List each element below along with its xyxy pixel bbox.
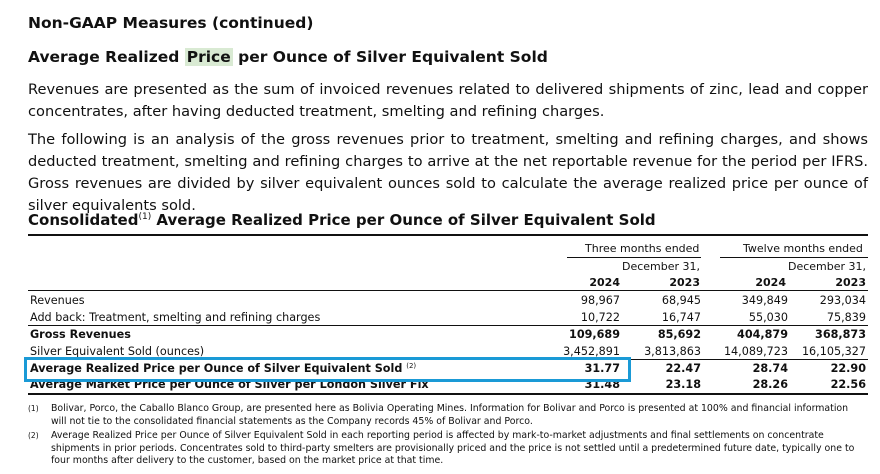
cell-value: 109,689 (569, 328, 620, 341)
cell-value: 368,873 (815, 328, 866, 341)
group-header-twelve-months-date: December 31, (787, 260, 866, 273)
cell-value: 22.56 (830, 378, 866, 391)
group-header-three-months-date: December 31, (621, 260, 700, 273)
cell-value: 98,967 (580, 294, 620, 307)
year-header: 2024 (755, 276, 786, 289)
cell-value: 55,030 (748, 311, 788, 324)
header-rule (28, 290, 868, 291)
cell-value: 31.48 (584, 378, 620, 391)
row-label: Gross Revenues (30, 328, 131, 341)
group-rule-2 (720, 257, 868, 258)
footnote (28, 403, 868, 429)
footnote-marker: (1) (28, 404, 39, 413)
paragraph-analysis: The following is an analysis of the gross revenues prior to treatment, smelting and refining charges, and shows deducted treatment, smelting and refining charges to arrive at the net reportable revenue for the period per IFRS. Gross revenues are divided by silver equivalent ounces sold to calculate the average realized price per ounce of silver equivalents sold. (28, 131, 868, 214)
cell-value: 68,945 (661, 294, 701, 307)
paragraph-revenues: Revenues are presented as the sum of invoiced revenues related to delivered shipments of zinc, lead and copper concentrates, after having deducted treatment, smelting and refining charges. (28, 81, 868, 120)
row-label: Add back: Treatment, smelting and refining charges (30, 311, 321, 324)
table-title-post: Average Realized Price per Ounce of Silver Equivalent Sold (151, 211, 656, 229)
row-label: Revenues (30, 294, 85, 307)
cell-value: 22.47 (665, 362, 701, 375)
row-label: Silver Equivalent Sold (ounces) (30, 345, 205, 358)
year-header: 2023 (835, 276, 866, 289)
cell-value: 23.18 (665, 378, 701, 391)
group-rule-1 (567, 257, 701, 258)
cell-value: 28.74 (752, 362, 788, 375)
cell-value: 3,452,891 (563, 345, 620, 358)
subheading-post: per Ounce of Silver Equivalent Sold (232, 48, 548, 66)
footnote-ref: (2) (406, 362, 417, 370)
cell-value: 10,722 (580, 311, 620, 324)
footnote (28, 430, 868, 470)
cell-value: 3,813,863 (644, 345, 701, 358)
year-header: 2023 (669, 276, 700, 289)
cell-value: 22.90 (830, 362, 866, 375)
cell-value: 85,692 (657, 328, 701, 341)
table-row (28, 326, 868, 343)
group-header-three-months: Three months ended (585, 242, 700, 255)
row-label-text: Average Realized Price per Ounce of Silver Equivalent Sold (30, 362, 403, 375)
footnote-text: Average Realized Price per Ounce of Silver Equivalent Sold in each reporting period is affected by mark-to-market adjustments and final settlements on concentrate shipments in prior periods. Concentrates sold to third-party smelters are provisionally priced and the price is not settled until a predetermined future date, typically one to four months after delivery to the customer, based on the market price at that time. (51, 430, 855, 466)
cell-value: 14,089,723 (723, 345, 788, 358)
cell-value: 31.77 (584, 362, 620, 375)
footnote-marker: (2) (28, 431, 39, 440)
selection-highlight-box (24, 357, 631, 382)
section-heading: Non-GAAP Measures (continued) (28, 14, 314, 32)
cell-value: 75,839 (826, 311, 866, 324)
footnote-text: Bolivar, Porco, the Caballo Blanco Group, are presented here as Bolivia Operating Mines. Information for Bolivar and Porco is presented at 100% and financial information will not tie to the consolidated financial statements as the Company records 45% of Bolivar and Porco. (51, 403, 849, 427)
subheading-pre: Average Realized (28, 48, 185, 66)
cell-value: 349,849 (741, 294, 788, 307)
subsection-heading (28, 48, 548, 66)
table-bottom-rule (28, 393, 868, 395)
cell-value: 16,747 (661, 311, 701, 324)
table-title-rule (28, 234, 868, 236)
year-header: 2024 (589, 276, 620, 289)
cell-value: 16,105,327 (801, 345, 866, 358)
table-row (28, 292, 868, 309)
table-title-pre: Consolidated (28, 211, 139, 229)
row-label: Average Market Price per Ounce of Silver per London Silver Fix (30, 378, 429, 391)
search-highlight: Price (186, 48, 231, 66)
cell-value: 28.26 (752, 378, 788, 391)
cell-value: 293,034 (819, 294, 866, 307)
table-title-footnote-ref: (1) (138, 212, 152, 222)
group-header-twelve-months: Twelve months ended (743, 242, 863, 255)
cell-value: 404,879 (737, 328, 788, 341)
table-row (28, 309, 868, 326)
table-title (28, 211, 656, 229)
